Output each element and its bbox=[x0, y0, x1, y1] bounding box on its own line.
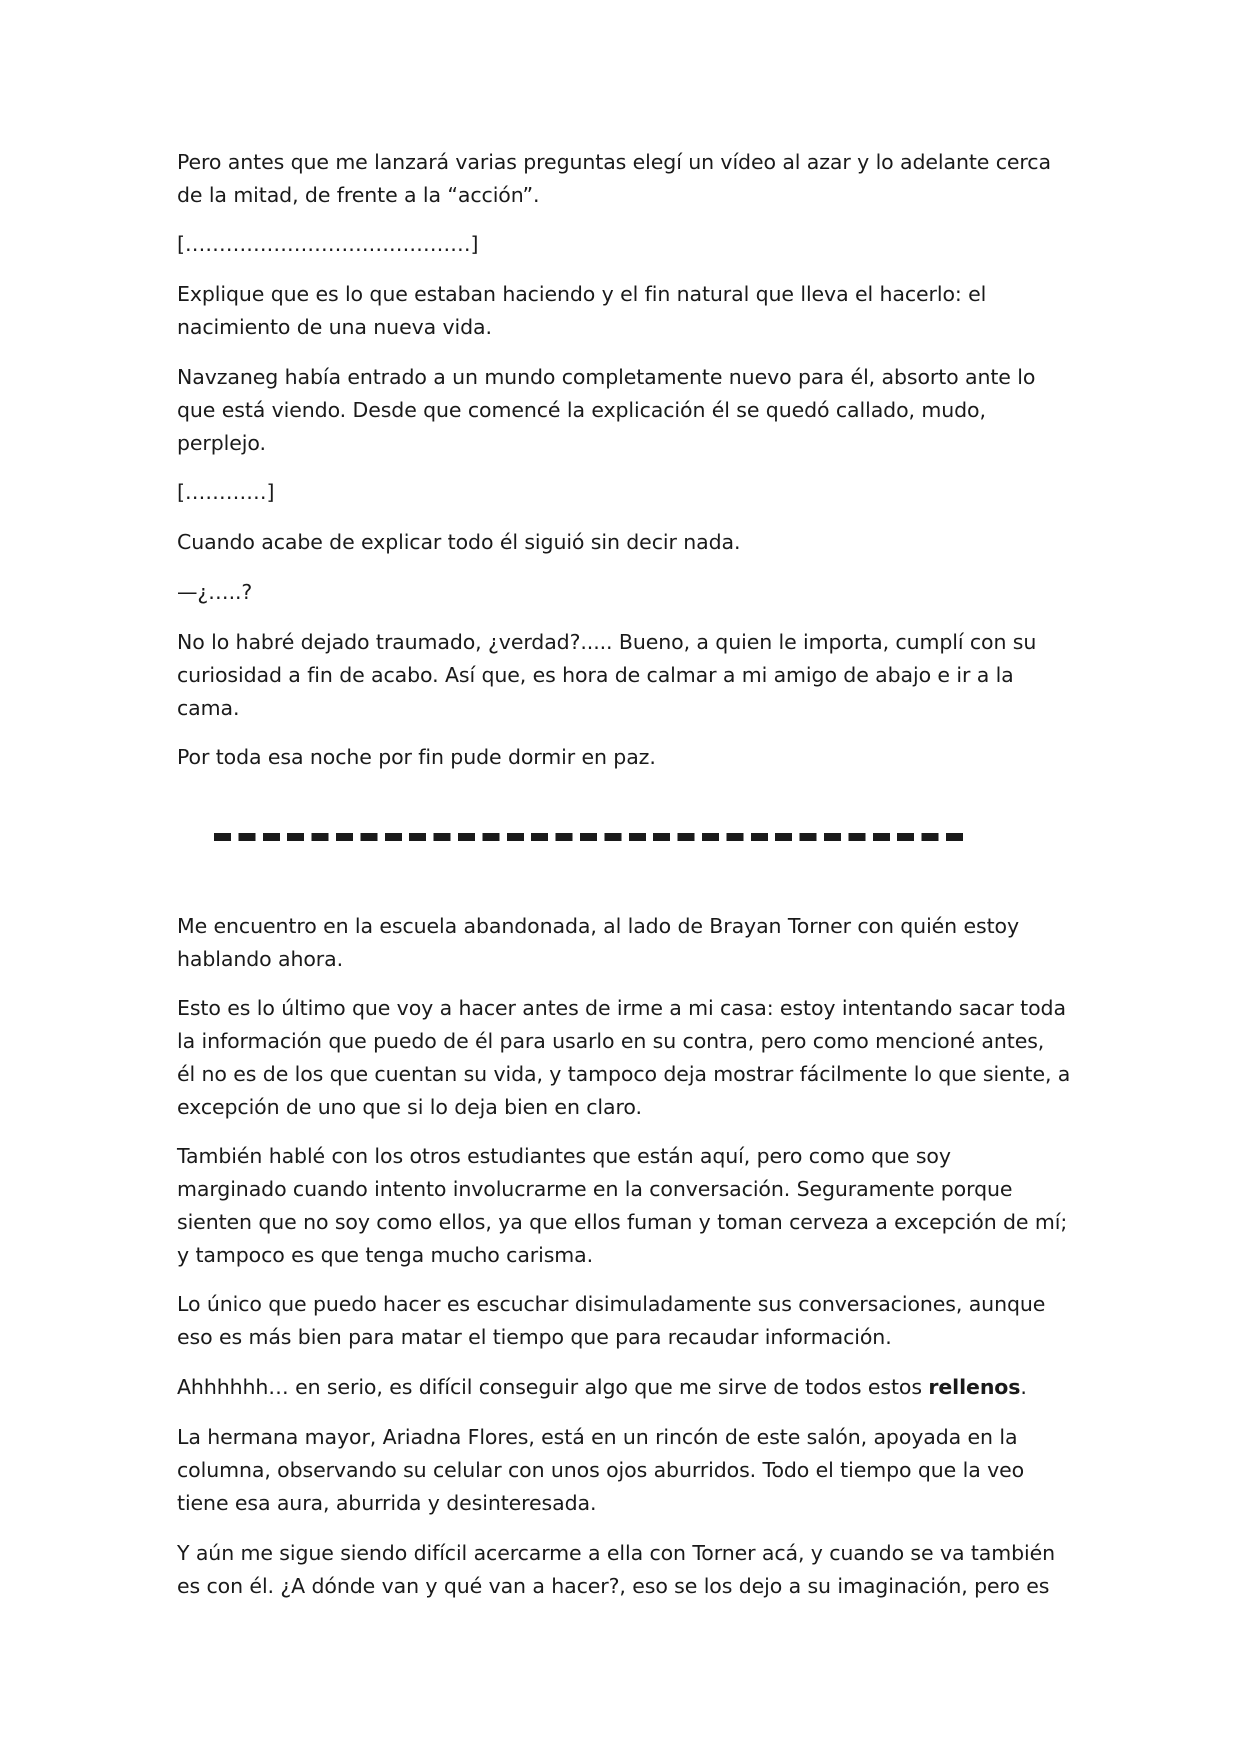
text-line: Y aún me sigue siendo difícil acercarme a ella con Torner acá, y cuando se va también bbox=[177, 1541, 1056, 1565]
text-line: No lo habré dejado traumado, ¿verdad?..... Bueno, a quien le importa, cumplí con su bbox=[177, 630, 1037, 654]
text-line: Lo único que puedo hacer es escuchar disimuladamente sus conversaciones, aunque bbox=[177, 1292, 1046, 1316]
text-line: y tampoco es que tenga mucho carisma. bbox=[177, 1243, 594, 1267]
paragraph bbox=[177, 576, 1077, 609]
text-line: Esto es lo último que voy a hacer antes de irme a mi casa: estoy intentando sacar toda bbox=[177, 996, 1066, 1020]
text-line: Por toda esa noche por fin pude dormir en paz. bbox=[177, 745, 656, 769]
text-line: Navzaneg había entrado a un mundo completamente nuevo para él, absorto ante lo bbox=[177, 365, 1036, 389]
text-line: Explique que es lo que estaban haciendo y el fin natural que lleva el hacerlo: el bbox=[177, 282, 987, 306]
text-line: Pero antes que me lanzará varias preguntas elegí un vídeo al azar y lo adelante cerca bbox=[177, 150, 1051, 174]
paragraph bbox=[177, 992, 1077, 1124]
text-line: […………] bbox=[177, 480, 275, 504]
paragraph bbox=[177, 361, 1077, 460]
paragraph bbox=[177, 228, 1077, 261]
scene-divider bbox=[214, 833, 970, 841]
text-line: También hablé con los otros estudiantes que están aquí, pero como que soy bbox=[177, 1144, 951, 1168]
paragraph bbox=[177, 1421, 1077, 1520]
text-line: [……………………………………] bbox=[177, 232, 479, 256]
text-line: sienten que no soy como ellos, ya que ellos fuman y toman cerveza a excepción de mí; bbox=[177, 1210, 1068, 1234]
text-run: . bbox=[1020, 1375, 1027, 1399]
paragraph bbox=[177, 526, 1077, 559]
text-line: perplejo. bbox=[177, 431, 266, 455]
paragraph bbox=[177, 1537, 1077, 1603]
paragraph bbox=[177, 278, 1077, 344]
text-line: hablando ahora. bbox=[177, 947, 343, 971]
text-line: cama. bbox=[177, 696, 240, 720]
paragraph bbox=[177, 1288, 1077, 1354]
text-line: Me encuentro en la escuela abandonada, al lado de Brayan Torner con quién estoy bbox=[177, 914, 1019, 938]
paragraph bbox=[177, 146, 1077, 212]
text-line: columna, observando su celular con unos ojos aburridos. Todo el tiempo que la veo bbox=[177, 1458, 1025, 1482]
text-line: él no es de los que cuentan su vida, y tampoco deja mostrar fácilmente lo que siente, a bbox=[177, 1062, 1071, 1086]
text-line: Cuando acabe de explicar todo él siguió sin decir nada. bbox=[177, 530, 741, 554]
paragraph bbox=[177, 1371, 1077, 1404]
text-line: excepción de uno que si lo deja bien en claro. bbox=[177, 1095, 642, 1119]
text-line: La hermana mayor, Ariadna Flores, está en un rincón de este salón, apoyada en la bbox=[177, 1425, 1018, 1449]
paragraph bbox=[177, 476, 1077, 509]
paragraph bbox=[177, 741, 1077, 774]
text-line: curiosidad a fin de acabo. Así que, es hora de calmar a mi amigo de abajo e ir a la bbox=[177, 663, 1014, 687]
text-line: de la mitad, de frente a la “acción”. bbox=[177, 183, 540, 207]
text-line: nacimiento de una nueva vida. bbox=[177, 315, 492, 339]
paragraph bbox=[177, 626, 1077, 725]
text-line: eso es más bien para matar el tiempo que para recaudar información. bbox=[177, 1325, 892, 1349]
paragraph bbox=[177, 1140, 1077, 1272]
text-run: Ahhhhhh… en serio, es difícil conseguir algo que me sirve de todos estos bbox=[177, 1375, 929, 1399]
text-line: la información que puedo de él para usarlo en su contra, pero como mencioné antes, bbox=[177, 1029, 1045, 1053]
text-line: —¿…..? bbox=[177, 580, 253, 604]
paragraph bbox=[177, 910, 1077, 976]
text-line: marginado cuando intento involucrarme en la conversación. Seguramente porque bbox=[177, 1177, 1013, 1201]
text-line: es con él. ¿A dónde van y qué van a hacer?, eso se los dejo a su imaginación, pero es bbox=[177, 1574, 1050, 1598]
bold-word: rellenos bbox=[928, 1375, 1021, 1399]
text-line bbox=[177, 1371, 1077, 1404]
text-line: tiene esa aura, aburrida y desinteresada. bbox=[177, 1491, 597, 1515]
text-line: que está viendo. Desde que comencé la explicación él se quedó callado, mudo, bbox=[177, 398, 986, 422]
